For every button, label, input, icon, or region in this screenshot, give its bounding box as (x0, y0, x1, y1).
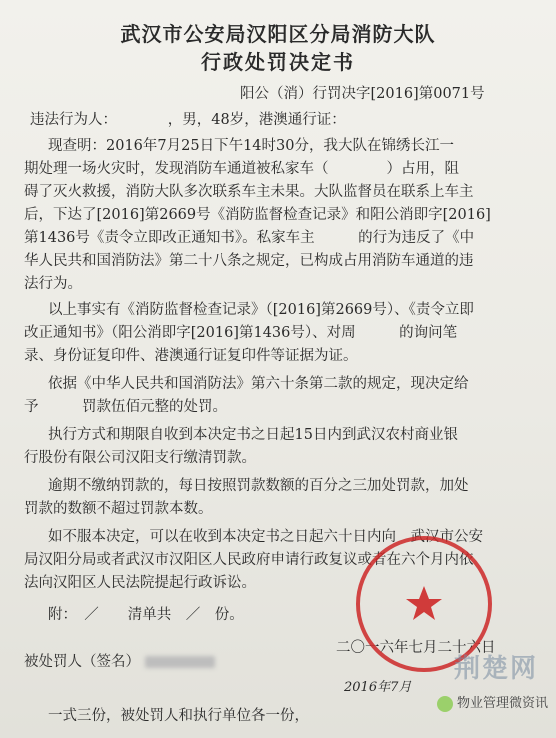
watermark-logo: 荆楚网 (453, 654, 538, 684)
body-line-18: 局汉阳分局或者武汉市汉阳区人民政府申请行政复议或者在六个月内依 (24, 552, 474, 568)
signature-date: 2016年7月 (344, 680, 412, 695)
signature-label: 被处罚人（签名） (24, 650, 556, 671)
body-line-13: 执行方式和期限自收到本决定书之日起15日内到武汉农村商业银 (48, 427, 458, 443)
body-line-2: 期处理一场火灾时，发现消防车通道被私家车（ ）占用，阻 (24, 161, 459, 177)
document-title-line2: 行政处罚决定书 (201, 50, 355, 74)
document-title-line1: 武汉市公安局汉阳区分局消防大队 (120, 22, 436, 46)
body-line-16: 罚款的数额不超过罚款本数。 (24, 501, 213, 517)
footer-line: 一式三份，被处罚人和执行单位各一份， (48, 708, 309, 724)
seal-star-icon (404, 584, 444, 624)
body-line-5: 第1436号《责令立即改正通知书》。私家车主 的行为违反了《中 (24, 230, 475, 246)
body-line-15: 逾期不缴纳罚款的，每日按照罚款数额的百分之三加处罚款，加处 (48, 478, 469, 494)
wechat-icon (437, 696, 453, 712)
body-line-9: 改正通知书》（阳公消即字[2016]第1436号）、对周 的询问笔 (24, 325, 458, 341)
body-line-3: 碍了灭火救援，消防大队多次联系车主未果。大队监督员在联系上车主 (24, 184, 474, 200)
body-line-11: 依据《中华人民共和国消防法》第六十条第二款的规定，现决定给 (48, 376, 469, 392)
watermark-account: 物业管理微资讯 (437, 692, 548, 712)
body-line-14: 行股份有限公司汉阳支行缴清罚款。 (24, 450, 256, 466)
body-line-19: 法向汉阳区人民法院提起行政诉讼。 (24, 575, 256, 591)
violator-line: 违法行为人： ，男，48岁，港澳通行证： (30, 112, 346, 128)
body-line-1: 现查明：2016年7月25日下午14时30分，我大队在锦绣长江一 (48, 138, 454, 154)
decision-date: 二〇一六年七月二十六日 (336, 640, 496, 656)
body-line-10: 录、身份证复印件、港澳通行证复印件等证据为证。 (24, 348, 358, 364)
body-line-8: 以上事实有《消防监督检查记录》（[2016]第2669号）、《责令立即 (48, 302, 474, 318)
body-line-12: 予 罚款伍佰元整的处罚。 (24, 399, 227, 415)
body-line-17: 如不服本决定，可以在收到本决定书之日起六十日内向 武汉市公安 (48, 529, 483, 545)
body-line-4: 后，下达了[2016]第2669号《消防监督检查记录》和阳公消即字[2016] (24, 207, 491, 223)
document-number: 阳公（消）行罚决字[2016]第0071号 (240, 86, 485, 102)
body-line-7: 法行为。 (24, 276, 82, 292)
body-line-6: 华人民共和国消防法》第二十八条之规定，已构成占用消防车通道的违 (24, 253, 474, 269)
attachment-line: 附： ／ 清单共 ／ 份。 (48, 607, 244, 623)
